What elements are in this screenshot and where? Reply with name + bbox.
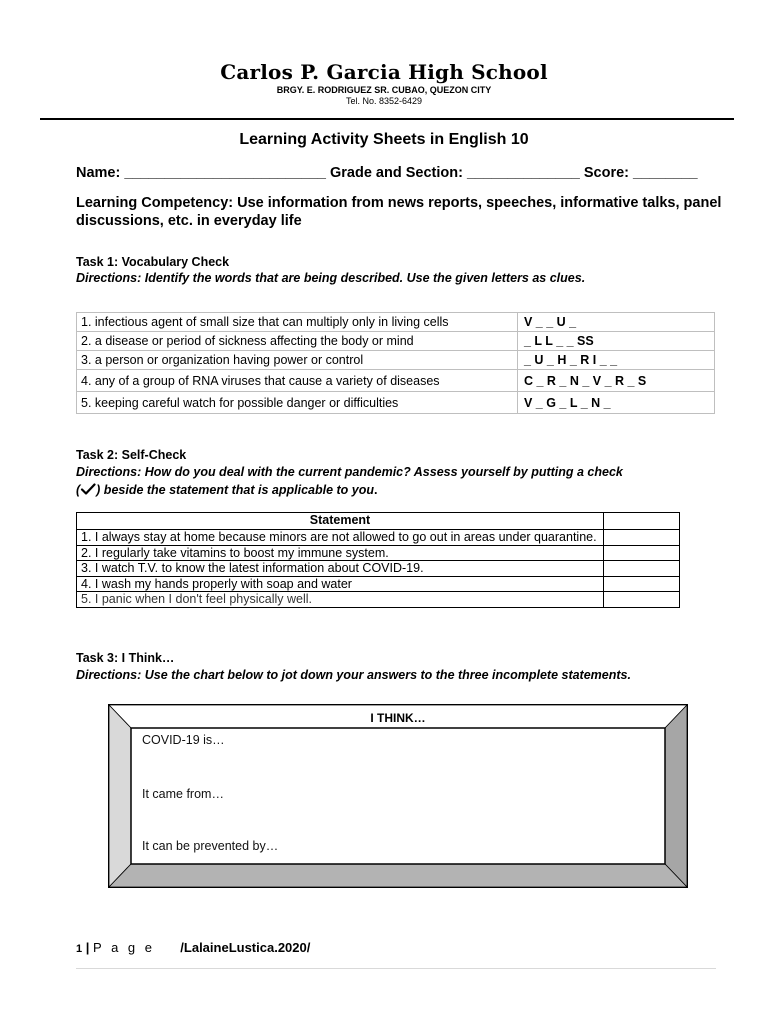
school-telephone: Tel. No. 8352-6429 [345,96,423,106]
vocab-item: 3. a person or organization having power or control [77,351,518,370]
table-row [77,332,715,351]
table-header-row [77,513,680,530]
name-grade-score-line: Name: _________________________ Grade and Section: ______________ Score: ________ [76,165,698,181]
statement-cell: 2. I regularly take vitamins to boost my immune system. [77,545,604,561]
check-column-header [604,513,680,530]
vocab-item: 1. infectious agent of small size that can multiply only in living cells [77,313,518,332]
self-check-table [76,512,680,608]
statement-cell: 3. I watch T.V. to know the latest information about COVID-19. [77,561,604,577]
learning-competency: Learning Competency: Use information from news reports, speeches, informative talks, panel discussions, etc. in everyday life [76,195,722,229]
checkmark-icon [80,483,96,495]
sheet-title: Learning Activity Sheets in English 10 [239,131,529,148]
table-row [77,392,715,414]
footer-divider [76,968,716,969]
task2-directions-text: Directions: How do you deal with the current pandemic? Assess yourself by putting a check [76,465,623,479]
task1-heading: Task 1: Vocabulary Check [76,255,230,269]
vocab-clue: V _ G _ L _ N _ [518,392,715,414]
table-row [77,530,680,546]
table-row [77,545,680,561]
covid-is-prompt[interactable]: COVID-19 is… [142,733,225,747]
check-cell[interactable] [604,545,680,561]
task3-heading: Task 3: I Think… [76,651,175,665]
author-credit: /LalaineLustica.2020/ [180,940,311,955]
check-cell[interactable] [604,530,680,546]
check-cell[interactable] [604,561,680,577]
statement-cell: 5. I panic when I don't feel physically well. [77,592,604,608]
vocabulary-table [76,312,715,414]
statement-column-header: Statement [77,513,604,530]
statement-cell: 1. I always stay at home because minors are not allowed to go out in areas under quarantine. [77,530,604,546]
task2-heading: Task 2: Self-Check [76,448,187,462]
school-address: BRGY. E. RODRIGUEZ SR. CUBAO, QUEZON CITY [276,85,492,95]
footer-separator: | [85,940,90,955]
table-row [77,592,680,608]
header-divider [40,118,734,120]
task3-directions: Directions: Use the chart below to jot down your answers to the three incomplete statements. [76,668,631,682]
page-word: P a g e [93,940,155,955]
task2-directions [76,463,726,499]
vocab-item: 2. a disease or period of sickness affecting the body or mind [77,332,518,351]
vocab-clue: _ U _ H _ R I _ _ [518,351,715,370]
school-name: Carlos P. Garcia High School [220,60,548,84]
prevented-by-prompt[interactable]: It can be prevented by… [142,839,279,853]
check-cell[interactable] [604,576,680,592]
vocab-clue: V _ _ U _ [518,313,715,332]
task1-directions: Directions: Identify the words that are being described. Use the given letters as clues. [76,271,586,285]
table-row [77,561,680,577]
i-think-chart-title: I THINK… [370,711,426,725]
page-footer [76,940,310,955]
came-from-prompt[interactable]: It came from… [142,787,224,801]
vocab-clue: C _ R _ N _ V _ R _ S [518,370,715,392]
open-paren: ( [76,483,81,497]
table-row [77,351,715,370]
statement-cell: 4. I wash my hands properly with soap and water [77,576,604,592]
page-number: 1 [76,943,83,955]
task2-directions-end: ) beside the statement that is applicable to you [96,483,375,497]
vocab-clue: _ L L _ _ SS [518,332,715,351]
table-row [77,576,680,592]
table-row [77,313,715,332]
table-row [77,370,715,392]
vocab-item: 4. any of a group of RNA viruses that cause a variety of diseases [77,370,518,392]
vocab-item: 5. keeping careful watch for possible danger or difficulties [77,392,518,414]
period: . [374,483,378,497]
check-cell[interactable] [604,592,680,608]
